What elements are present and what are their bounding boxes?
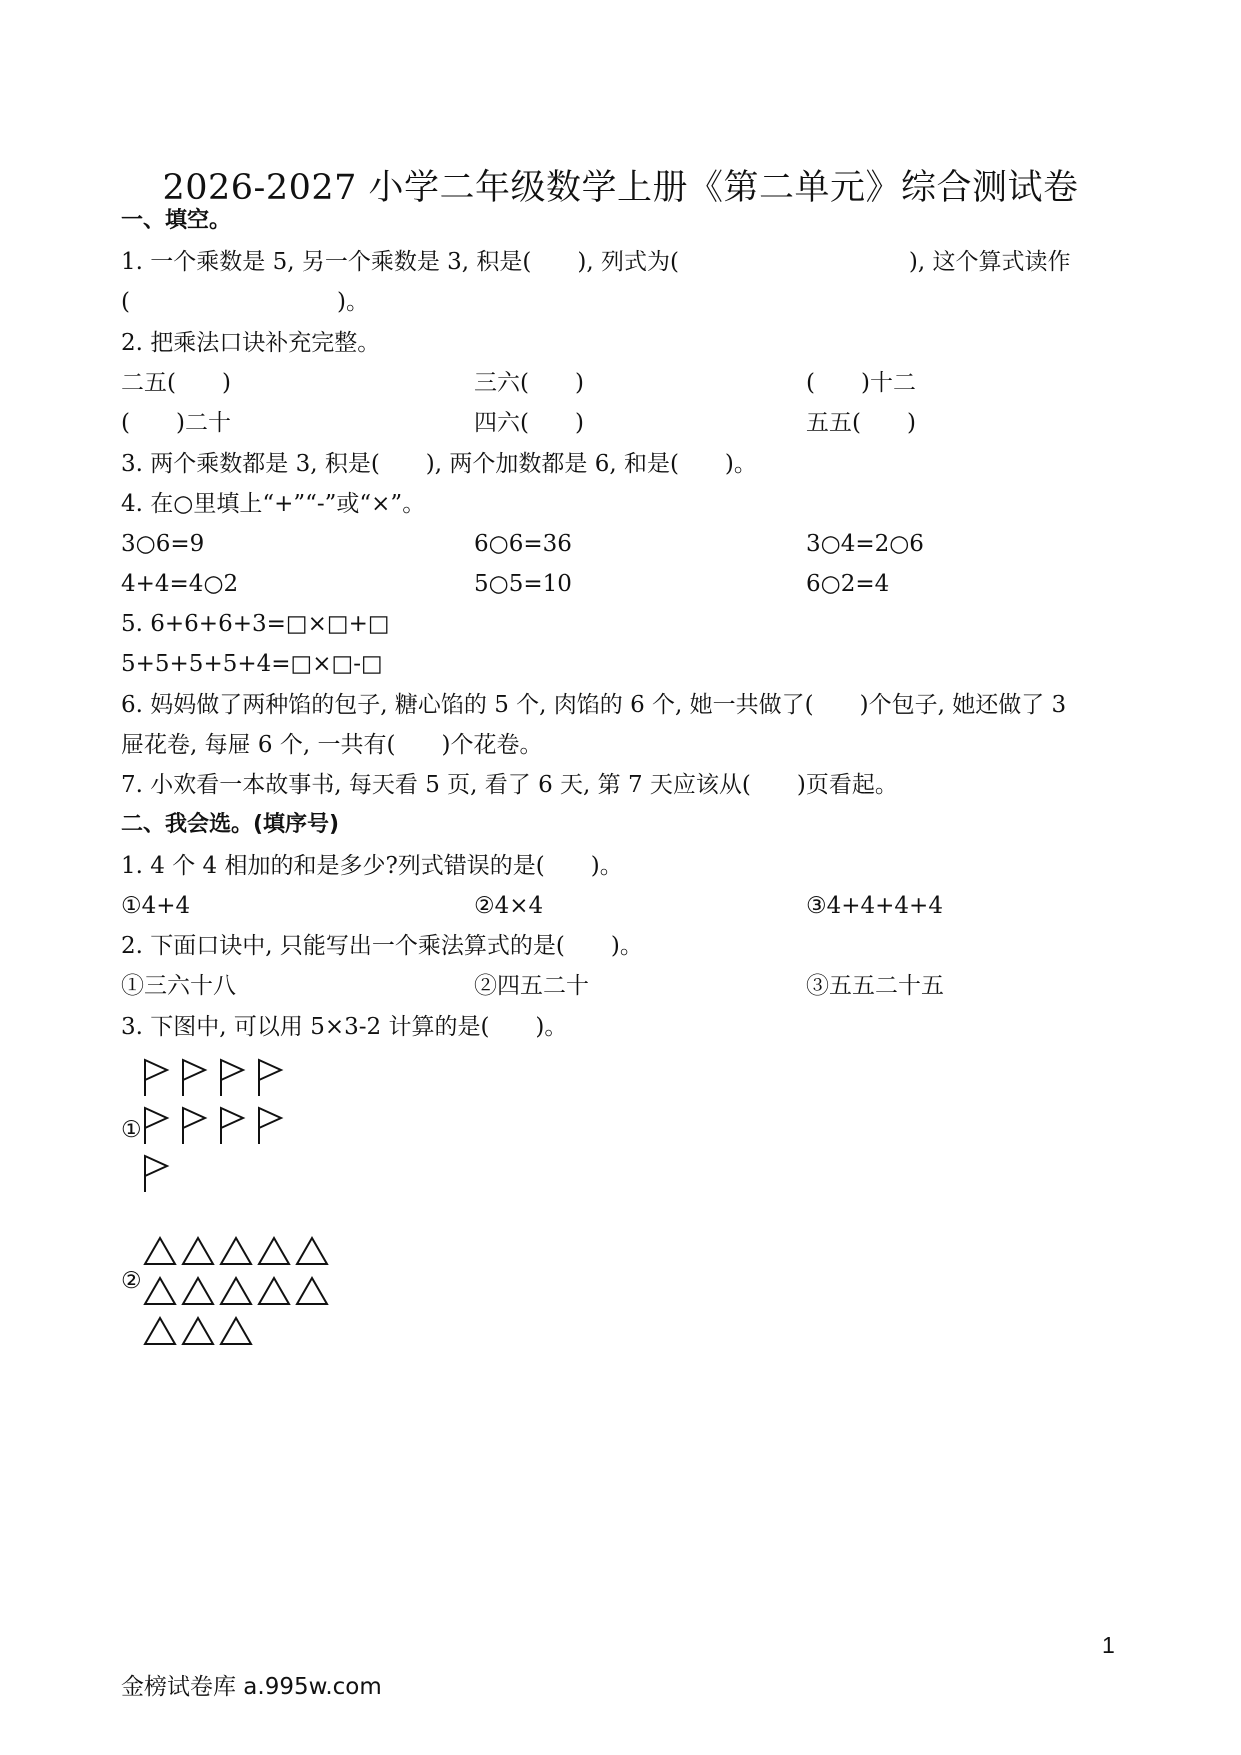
triangle-icon bbox=[183, 1278, 213, 1304]
flag-icon bbox=[145, 1108, 167, 1144]
triangle-icon bbox=[297, 1238, 327, 1264]
triangle-icon bbox=[183, 1318, 213, 1344]
flag-icon bbox=[221, 1060, 243, 1096]
s1-q4-text: 4. 在○里填上“+”“-”或“×”。 bbox=[121, 491, 426, 517]
triangle-icon bbox=[145, 1238, 175, 1264]
s2-q1-text: 1. 4 个 4 相加的和是多少?列式错误的是( )。 bbox=[121, 853, 623, 879]
flag-icon bbox=[145, 1060, 167, 1096]
s1-q3-text: 3. 两个乘数都是 3, 积是( ), 两个加数都是 6, 和是( )。 bbox=[121, 451, 757, 477]
s2-q3-text: 3. 下图中, 可以用 5×3-2 计算的是( )。 bbox=[121, 1014, 568, 1040]
s1-q2-item: 五五( ) bbox=[806, 410, 916, 436]
s2-q1-option: ①4+4 bbox=[121, 893, 191, 919]
s1-q4-item: 4+4=4○2 bbox=[121, 571, 239, 597]
flag-icon bbox=[183, 1060, 205, 1096]
triangle-icon bbox=[145, 1318, 175, 1344]
section1-heading: 一、填空。 bbox=[121, 208, 232, 233]
s1-q5-line1: 5. 6+6+6+3=□×□+□ bbox=[121, 611, 390, 637]
triangle-icon bbox=[183, 1238, 213, 1264]
triangle-icon bbox=[259, 1278, 289, 1304]
s1-q2-item: 三六( ) bbox=[474, 370, 584, 396]
s1-q6-line1: 6. 妈妈做了两种馅的包子, 糖心馅的 5 个, 肉馅的 6 个, 她一共做了( )个包子, 她还做了 3 bbox=[121, 692, 1067, 718]
s2-q2-option: ②四五二十 bbox=[474, 973, 589, 999]
figure2-label: ② bbox=[121, 1268, 142, 1294]
s2-q2-option: ①三六十八 bbox=[121, 973, 236, 999]
s1-q4-item: 5○5=10 bbox=[474, 571, 572, 597]
s1-q4-item: 6○6=36 bbox=[474, 531, 572, 557]
s1-q2-item: 二五( ) bbox=[121, 370, 231, 396]
triangle-icon bbox=[221, 1278, 251, 1304]
flag-icon bbox=[259, 1060, 281, 1096]
s2-q1-option: ②4×4 bbox=[474, 893, 544, 919]
figure1-label: ① bbox=[121, 1117, 142, 1143]
triangle-figure bbox=[143, 1236, 373, 1356]
s1-q2-text: 2. 把乘法口诀补充完整。 bbox=[121, 330, 381, 356]
footer-source: 金榜试卷库 a.995w.com bbox=[121, 1674, 382, 1700]
triangle-icon bbox=[145, 1278, 175, 1304]
page-number: 1 bbox=[1102, 1632, 1115, 1658]
flag-icon bbox=[183, 1108, 205, 1144]
triangle-icon bbox=[259, 1238, 289, 1264]
flag-icon bbox=[145, 1156, 167, 1192]
triangle-icon bbox=[221, 1238, 251, 1264]
s1-q2-item: 四六( ) bbox=[474, 410, 584, 436]
s2-q2-option: ③五五二十五 bbox=[806, 973, 944, 999]
s1-q4-item: 3○4=2○6 bbox=[806, 531, 924, 557]
s1-q7-text: 7. 小欢看一本故事书, 每天看 5 页, 看了 6 天, 第 7 天应该从( )页看起。 bbox=[121, 772, 898, 798]
triangle-icon bbox=[297, 1278, 327, 1304]
flag-icon bbox=[259, 1108, 281, 1144]
s1-q2-item: ( )二十 bbox=[121, 410, 231, 436]
flag-figure bbox=[140, 1055, 340, 1205]
s2-q2-text: 2. 下面口诀中, 只能写出一个乘法算式的是( )。 bbox=[121, 933, 643, 959]
s1-q1-line2: ( )。 bbox=[121, 289, 369, 315]
s1-q6-line2: 屉花卷, 每屉 6 个, 一共有( )个花卷。 bbox=[121, 732, 543, 758]
s1-q1-line1: 1. 一个乘数是 5, 另一个乘数是 3, 积是( ), 列式为( ), 这个算式读作 bbox=[121, 249, 1071, 275]
s1-q5-line2: 5+5+5+5+4=□×□-□ bbox=[121, 651, 383, 677]
s2-q1-option: ③4+4+4+4 bbox=[806, 893, 943, 919]
s1-q4-item: 6○2=4 bbox=[806, 571, 890, 597]
page-title: 2026-2027 小学二年级数学上册《第二单元》综合测试卷 bbox=[162, 168, 1079, 208]
s1-q2-item: ( )十二 bbox=[806, 370, 916, 396]
triangle-icon bbox=[221, 1318, 251, 1344]
section2-heading: 二、我会选。(填序号) bbox=[121, 812, 340, 837]
s1-q4-item: 3○6=9 bbox=[121, 531, 205, 557]
flag-icon bbox=[221, 1108, 243, 1144]
